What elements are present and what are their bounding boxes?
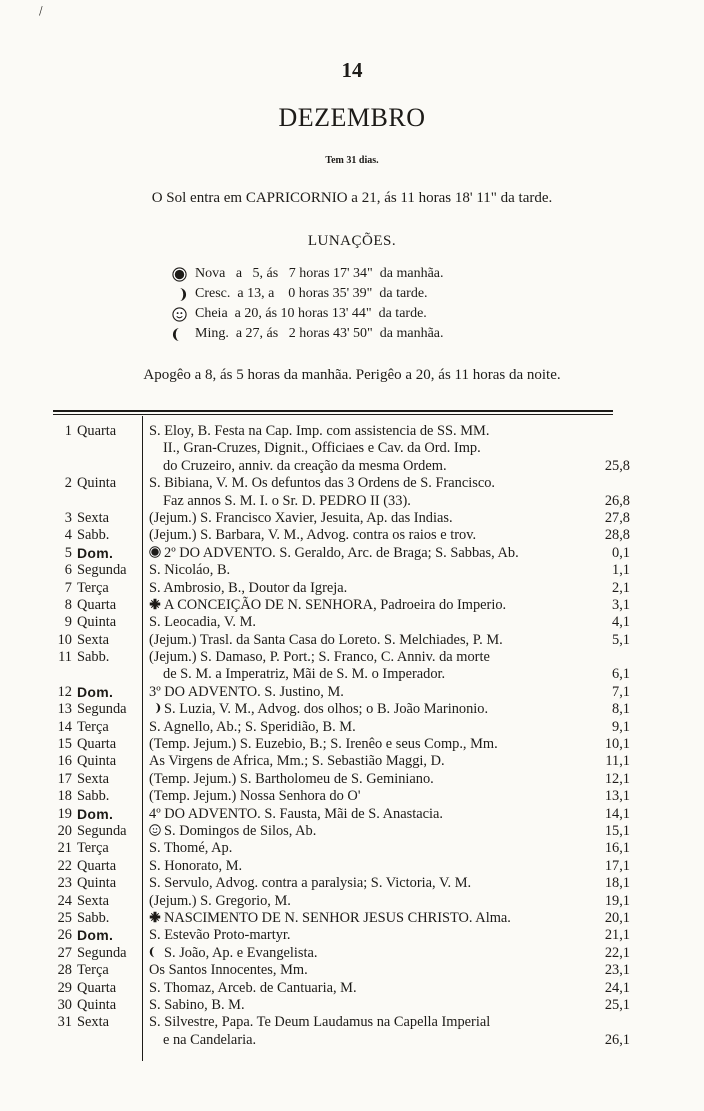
day-number: 7 [64, 579, 72, 596]
day-number: 19 [57, 805, 72, 822]
weekday: Segunda [77, 562, 127, 579]
weekday: Dom. [77, 544, 114, 561]
day-number: 23 [57, 875, 72, 892]
weekday: Segunda [77, 944, 127, 961]
lunation-first-quarter: Cresc. a 13, a 0 horas 35' 39" da tarde. [172, 284, 444, 304]
day-number: 21 [57, 840, 72, 857]
weekday: Quinta [77, 614, 117, 631]
moon-age-value: 23,1 [604, 962, 630, 979]
page-number: 14 [341, 58, 363, 82]
weekday: Terça [77, 962, 109, 979]
moon-age-value: 10,1 [604, 736, 630, 753]
day-number: 28 [57, 962, 72, 979]
saint-description-line: S. Thomaz, Arceb. de Cantuaria, M. [149, 979, 357, 996]
saint-description-line: (Jejum.) S. Damaso, P. Port.; S. Franco, C. Anniv. da morte [149, 649, 490, 666]
saint-description-line: 2º DO ADVENTO. S. Geraldo, Arc. de Braga; S. Sabbas, Ab. [149, 545, 589, 562]
weekday: Dom. [77, 683, 114, 700]
calendar-row [0, 632, 704, 649]
moon-age-value: 13,1 [604, 788, 630, 805]
cross-icon [149, 598, 161, 610]
calendar-row [0, 580, 704, 597]
saint-description-line: S. Agnello, Ab.; S. Speridião, B. M. [149, 718, 356, 735]
weekday: Segunda [77, 701, 127, 718]
weekday: Sexta [77, 1014, 109, 1031]
calendar-row [0, 684, 704, 701]
calendar-row [0, 840, 704, 857]
day-number: 27 [57, 944, 72, 961]
moon-age-value: 20,1 [604, 909, 630, 926]
saint-description-line: (Jejum.) Trasl. da Santa Casa do Loreto. S. Melchiades, P. M. [149, 631, 503, 648]
lunation-new: Nova a 5, ás 7 horas 17' 34" da manhãa. [172, 264, 444, 284]
weekday: Sabb. [77, 788, 110, 805]
day-number: 30 [57, 996, 72, 1013]
day-number: 20 [57, 822, 72, 839]
saint-description-line: 3º DO ADVENTO. S. Justino, M. [149, 683, 344, 700]
day-number: 11 [58, 649, 72, 666]
first-quarter-icon [172, 287, 187, 302]
moon-age-value: 16,1 [604, 840, 630, 857]
corner-mark: \ [34, 4, 47, 19]
full-moon-icon [172, 307, 187, 322]
calendar-row [0, 614, 704, 631]
calendar-row [0, 475, 704, 510]
weekday: Sexta [77, 770, 109, 787]
saint-description-line: NASCIMENTO DE N. SENHOR JESUS CHRISTO. Alma. [149, 910, 589, 927]
weekday: Quarta [77, 423, 117, 439]
moon-age-value: 2,1 [612, 579, 630, 596]
day-number: 26 [57, 927, 72, 944]
weekday: Quinta [77, 875, 117, 892]
day-number: 22 [57, 857, 72, 874]
weekday: Dom. [77, 927, 114, 944]
day-number: 9 [64, 614, 72, 631]
sun-entry: O Sol entra em CAPRICORNIO a 21, ás 11 horas 18' 11" da tarde. [151, 190, 553, 206]
calendar-row [0, 788, 704, 805]
calendar-table [0, 423, 704, 1049]
weekday: Quarta [77, 857, 117, 874]
moon-age-value: 14,1 [604, 805, 630, 822]
saint-description-line: S. Luzia, V. M., Advog. dos olhos; o B. João Marinonio. [149, 701, 589, 718]
moon-age-value: 26,1 [604, 1031, 630, 1048]
first-quarter-icon [149, 702, 161, 714]
calendar-row [0, 771, 704, 788]
saint-description-line: (Jejum.) S. Barbara, V. M., Advog. contra os raios e trov. [149, 527, 477, 544]
saint-description-line: S. Honorato, M. [149, 857, 243, 874]
saint-description-line: S. Ambrosio, B., Doutor da Igreja. [149, 579, 348, 596]
calendar-row [0, 562, 704, 579]
calendar-row [0, 527, 704, 544]
day-number: 25 [57, 909, 72, 926]
day-number: 3 [64, 509, 72, 526]
saint-description-line: S. Nicoláo, B. [149, 562, 231, 579]
saint-description-line: S. João, Ap. e Evangelista. [149, 945, 589, 962]
calendar-row [0, 423, 704, 475]
saint-description-line: S. Domingos de Silos, Ab. [149, 823, 589, 840]
weekday: Segunda [77, 822, 127, 839]
weekday: Quinta [77, 753, 117, 770]
moon-age-value: 3,1 [612, 596, 630, 613]
new-moon-icon [149, 546, 161, 558]
table-top-rule [53, 410, 613, 412]
lunations-list [172, 264, 444, 344]
saint-description-line: S. Thomé, Ap. [149, 840, 233, 857]
calendar-row [0, 806, 704, 823]
calendar-row [0, 545, 704, 562]
saint-description-line: de S. M. a Imperatriz, Mãi de S. M. o Imperador. [163, 666, 446, 683]
moon-age-value: 1,1 [612, 562, 630, 579]
last-quarter-icon [172, 327, 187, 342]
day-number: 4 [64, 527, 72, 544]
saint-description-line: (Temp. Jejum.) S. Euzebio, B.; S. Irenêo e seus Comp., Mm. [149, 736, 498, 753]
calendar-row [0, 858, 704, 875]
day-number: 29 [57, 979, 72, 996]
weekday: Terça [77, 579, 109, 596]
moon-age-value: 6,1 [612, 666, 630, 683]
day-number: 10 [57, 631, 72, 648]
calendar-row [0, 701, 704, 718]
day-number: 5 [64, 544, 72, 561]
saint-description-line: (Temp. Jejum.) S. Bartholomeu de S. Geminiano. [149, 770, 434, 787]
saint-description-line: S. Eloy, B. Festa na Cap. Imp. com assistencia de SS. MM. [149, 423, 490, 439]
weekday: Sabb. [77, 527, 110, 544]
weekday: Sabb. [77, 649, 110, 666]
day-number: 24 [57, 892, 72, 909]
moon-age-value: 7,1 [612, 683, 630, 700]
moon-age-value: 26,8 [604, 492, 630, 509]
table-top-rule-thin [53, 414, 613, 415]
calendar-row [0, 597, 704, 614]
saint-description-line: 4º DO ADVENTO. S. Fausta, Mãi de S. Anastacia. [149, 805, 443, 822]
weekday: Sexta [77, 892, 109, 909]
full-moon-icon [149, 824, 161, 836]
saint-description-line: S. Silvestre, Papa. Te Deum Laudamus na Capella Imperial [149, 1014, 491, 1031]
calendar-row [0, 649, 704, 684]
weekday: Terça [77, 718, 109, 735]
saint-description-line: do Cruzeiro, anniv. da creação da mesma Ordem. [163, 457, 447, 474]
saint-description-line: A CONCEIÇÃO DE N. SENHORA, Padroeira do Imperio. [149, 597, 589, 614]
weekday: Dom. [77, 805, 114, 822]
day-number: 8 [64, 596, 72, 613]
calendar-row [0, 823, 704, 840]
weekday: Quarta [77, 979, 117, 996]
weekday: Sexta [77, 509, 109, 526]
lunation-last-quarter: Ming. a 27, ás 2 horas 43' 50" da manhãa. [172, 324, 444, 344]
cross-icon [149, 911, 161, 923]
day-number: 12 [57, 683, 72, 700]
moon-age-value: 4,1 [612, 614, 630, 631]
calendar-row [0, 945, 704, 962]
day-number: 2 [64, 475, 72, 492]
lunation-full: Cheia a 20, ás 10 horas 13' 44" da tarde. [172, 304, 444, 324]
moon-age-value: 18,1 [604, 875, 630, 892]
new-moon-icon [172, 267, 187, 282]
saint-description-line: S. Estevão Proto-martyr. [149, 927, 291, 944]
moon-age-value: 27,8 [604, 509, 630, 526]
lunations-title: LUNAÇÕES. [307, 233, 397, 249]
days-note: Tem 31 dias. [325, 155, 379, 166]
moon-age-value: 11,1 [605, 753, 630, 770]
day-number: 1 [64, 423, 72, 439]
moon-age-value: 0,1 [612, 544, 630, 561]
day-number: 17 [57, 770, 72, 787]
moon-age-value: 12,1 [604, 770, 630, 787]
calendar-row [0, 719, 704, 736]
saint-description-line: S. Servulo, Advog. contra a paralysia; S. Victoria, V. M. [149, 875, 472, 892]
day-number: 16 [57, 753, 72, 770]
weekday: Quarta [77, 736, 117, 753]
saint-description-line: S. Leocadia, V. M. [149, 614, 256, 631]
moon-age-value: 19,1 [604, 892, 630, 909]
moon-age-value: 24,1 [604, 979, 630, 996]
saint-description-line: S. Sabino, B. M. [149, 996, 245, 1013]
last-quarter-icon [149, 946, 161, 958]
weekday: Terça [77, 840, 109, 857]
moon-age-value: 8,1 [612, 701, 630, 718]
saint-description-line: As Virgens de Africa, Mm.; S. Sebastião Maggi, D. [149, 753, 445, 770]
saint-description-line: e na Candelaria. [163, 1031, 257, 1048]
moon-age-value: 5,1 [612, 631, 630, 648]
day-number: 6 [64, 562, 72, 579]
calendar-row [0, 1014, 704, 1049]
weekday: Sexta [77, 631, 109, 648]
saint-description-line: Faz annos S. M. I. o Sr. D. PEDRO II (33). [163, 492, 411, 509]
day-number: 31 [57, 1014, 72, 1031]
moon-age-value: 17,1 [604, 857, 630, 874]
day-number: 15 [57, 736, 72, 753]
weekday: Quarta [77, 596, 117, 613]
moon-age-value: 25,1 [604, 996, 630, 1013]
calendar-row [0, 875, 704, 892]
moon-age-value: 25,8 [604, 457, 630, 474]
month-title: DEZEMBRO [278, 103, 426, 132]
saint-description-line: (Jejum.) S. Francisco Xavier, Jesuita, Ap. das Indias. [149, 509, 453, 526]
calendar-row [0, 980, 704, 997]
calendar-row [0, 736, 704, 753]
weekday: Quinta [77, 996, 117, 1013]
calendar-row [0, 910, 704, 927]
saint-description-line: S. Bibiana, V. M. Os defuntos das 3 Ordens de S. Francisco. [149, 475, 496, 492]
saint-description-line: Os Santos Innocentes, Mm. [149, 962, 308, 979]
calendar-row [0, 997, 704, 1014]
apogee-perigee: Apogêo a 8, ás 5 horas da manhãa. Perigêo a 20, ás 11 horas da noite. [143, 367, 561, 383]
day-number: 13 [57, 701, 72, 718]
calendar-row [0, 893, 704, 910]
day-number: 14 [57, 718, 72, 735]
moon-age-value: 28,8 [604, 527, 630, 544]
calendar-row [0, 753, 704, 770]
saint-description-line: (Jejum.) S. Gregorio, M. [149, 892, 291, 909]
weekday: Quinta [77, 475, 117, 492]
moon-age-value: 21,1 [604, 927, 630, 944]
calendar-row [0, 927, 704, 944]
saint-description-line: (Temp. Jejum.) Nossa Senhora do O' [149, 788, 361, 805]
saint-description-line: II., Gran-Cruzes, Dignit., Officiaes e Cav. da Ord. Imp. [163, 440, 481, 457]
calendar-row [0, 510, 704, 527]
calendar-row [0, 962, 704, 979]
day-number: 18 [57, 788, 72, 805]
moon-age-value: 15,1 [604, 822, 630, 839]
weekday: Sabb. [77, 909, 110, 926]
moon-age-value: 9,1 [612, 718, 630, 735]
moon-age-value: 22,1 [604, 944, 630, 961]
